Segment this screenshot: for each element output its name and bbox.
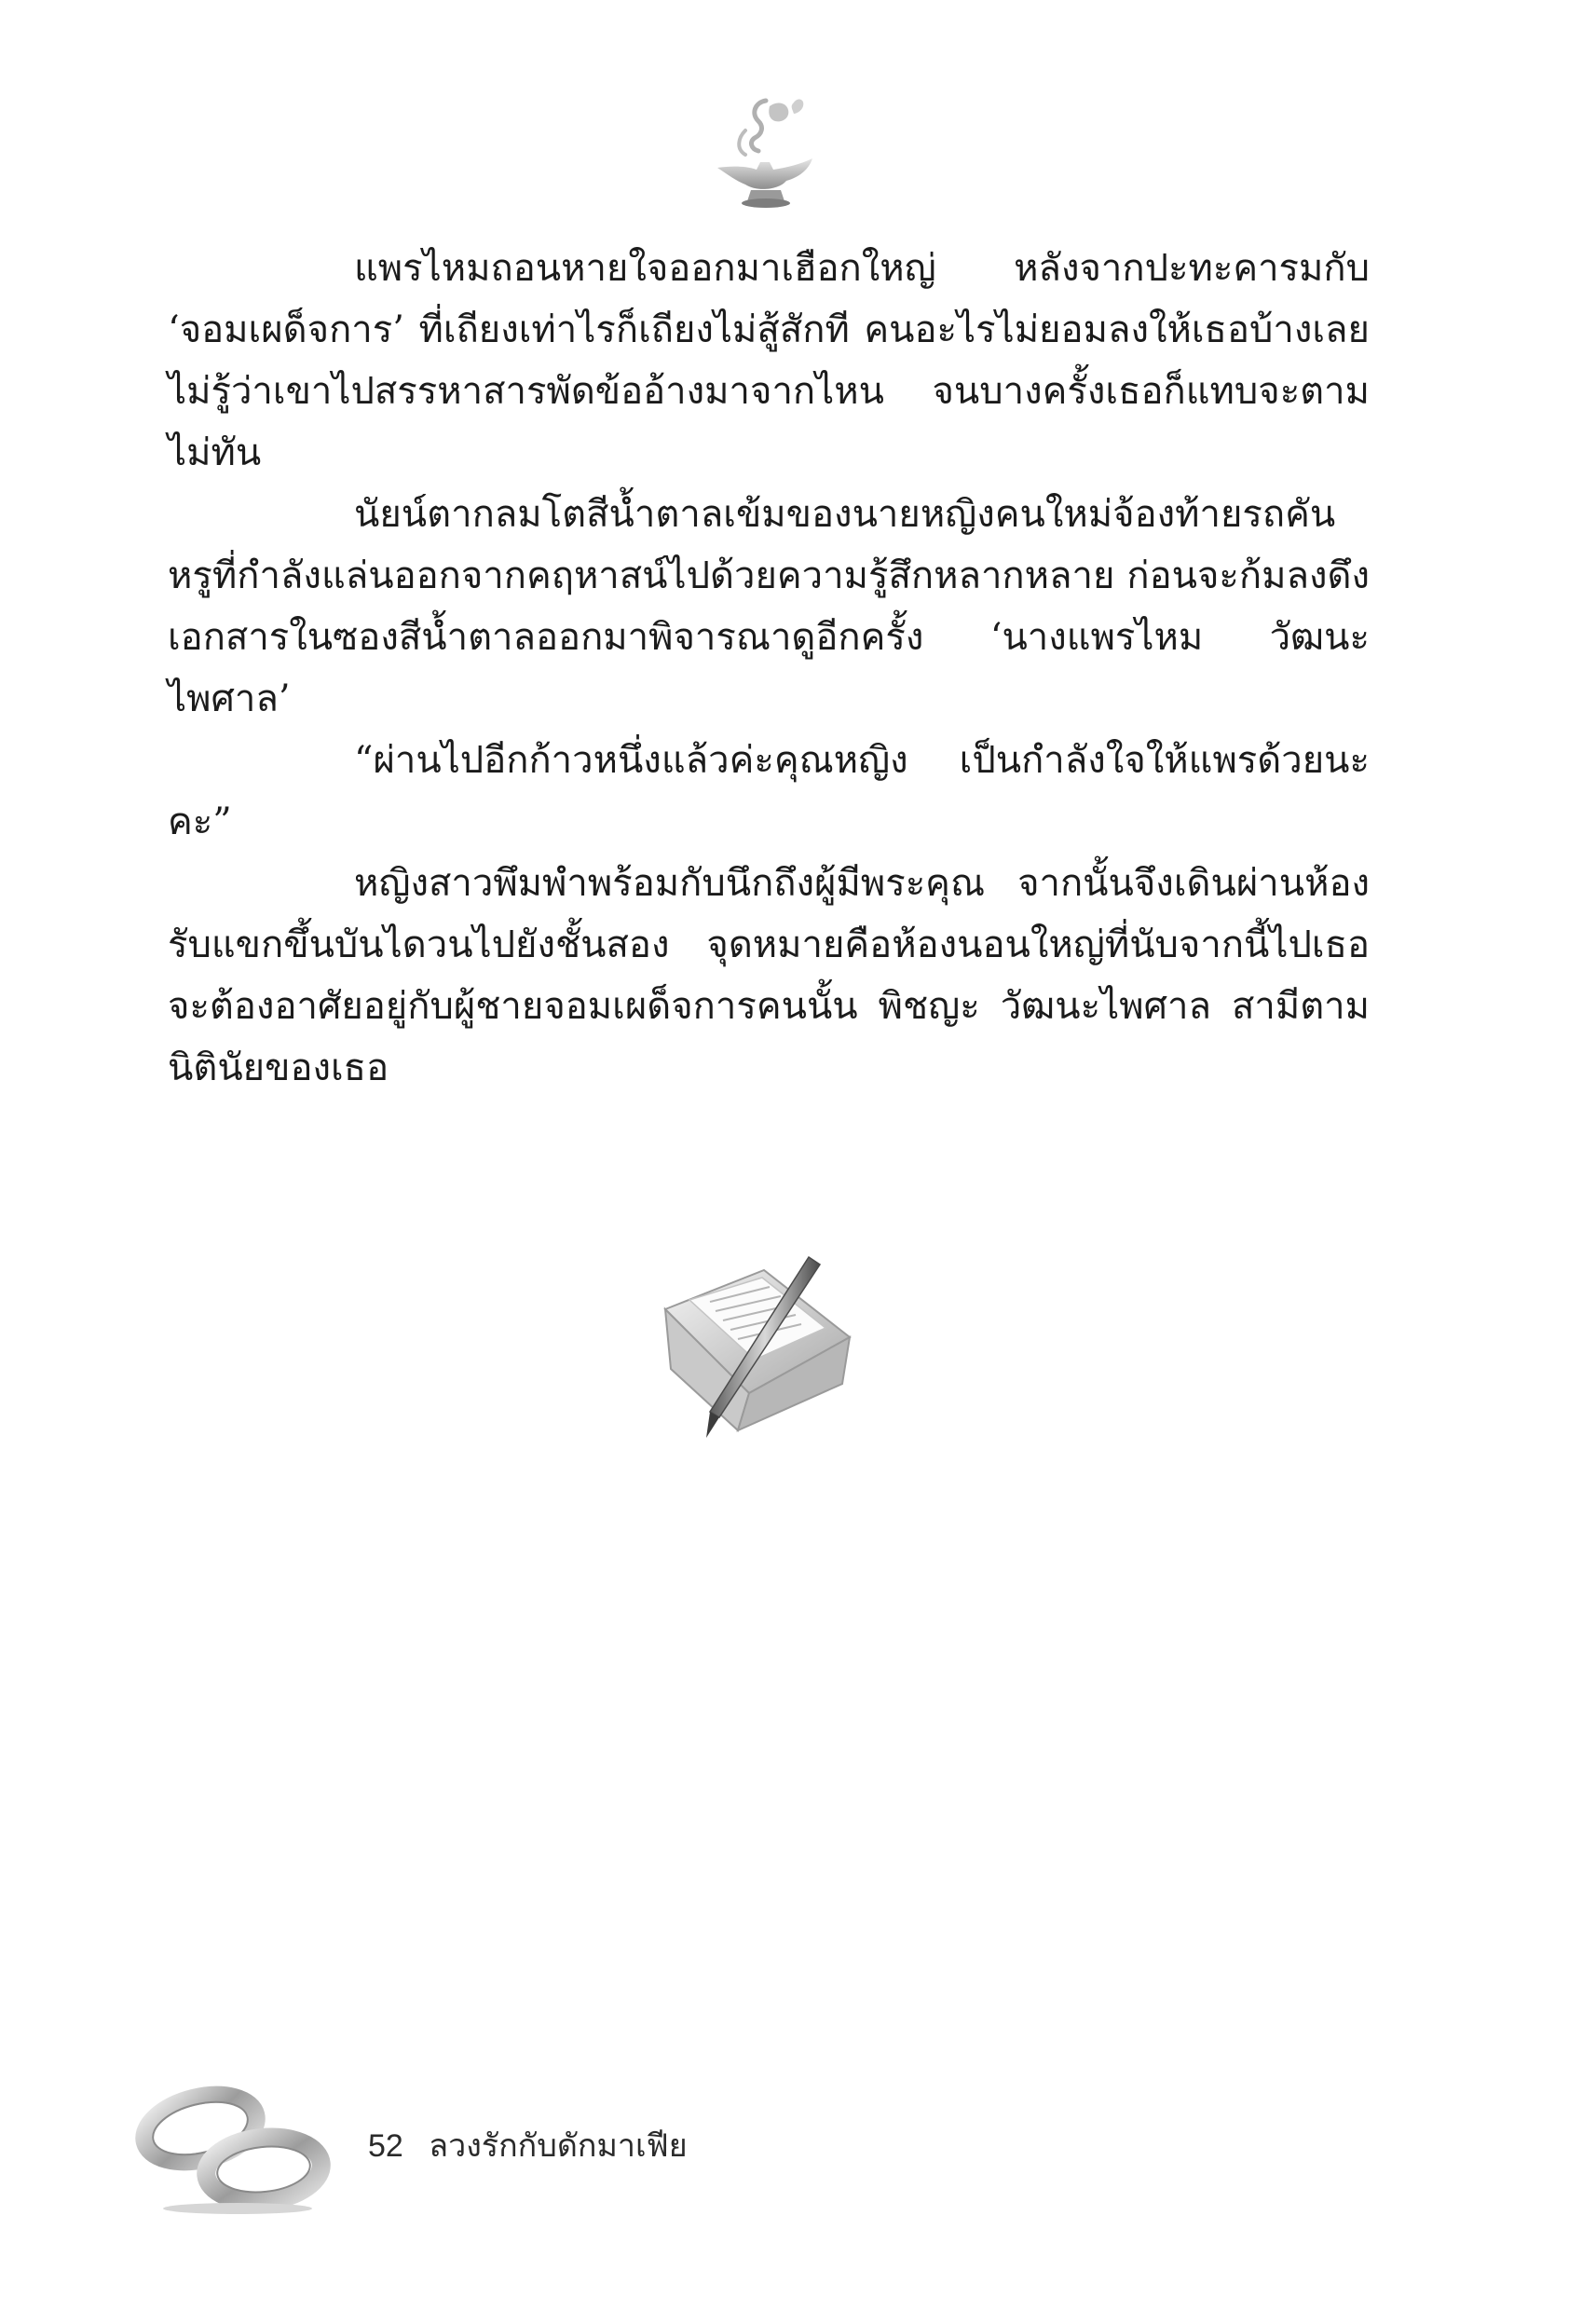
wedding-rings-icon: [126, 2069, 340, 2218]
page-footer: [368, 2120, 688, 2170]
genie-lamp-icon: [708, 93, 820, 214]
paragraph: นัยน์ตากลมโตสีน้ำตาลเข้มของนายหญิงคนใหม่จ้องท้ายรถคันหรูที่กำลังแล่นออกจากคฤหาสน์ไปด้วยความรู้สึกหลากหลาย ก่อนจะก้มลงดึงเอกสารในซองสีน้ำตาลออกมาพิจารณาดูอีกครั้ง ‘นางแพรไหม วัฒนะไพศาล’: [168, 493, 1370, 720]
envelope-pen-icon: [652, 1244, 866, 1444]
book-title: ลวงรักกับดักมาเฟีย: [429, 2128, 688, 2164]
page-number: 52: [368, 2128, 403, 2164]
paragraph: แพรไหมถอนหายใจออกมาเฮือกใหญ่ หลังจากปะทะคารมกับ ‘จอมเผด็จการ’ ที่เถียงเท่าไรก็เถียงไม่สู้สักที คนอะไรไม่ยอมลงให้เธอบ้างเลย ไม่รู้ว่าเขาไปสรรหาสารพัดข้ออ้างมาจากไหน จนบางครั้งเธอก็แทบจะตามไม่ทัน: [168, 247, 1370, 474]
story-text: [168, 238, 1370, 1099]
paragraph: “ผ่านไปอีกก้าวหนึ่งแล้วค่ะคุณหญิง เป็นกำลังใจให้แพรด้วยนะคะ”: [168, 739, 1370, 843]
paragraph: หญิงสาวพึมพำพร้อมกับนึกถึงผู้มีพระคุณ จากนั้นจึงเดินผ่านห้องรับแขกขึ้นบันไดวนไปยังชั้นสอง จุดหมายคือห้องนอนใหญ่ที่นับจากนี้ไปเธอจะต้องอาศัยอยู่กับผู้ชายจอมเผด็จการคนนั้น พิชญะ วัฒนะไพศาล สามีตามนิตินัยของเธอ: [168, 862, 1370, 1089]
